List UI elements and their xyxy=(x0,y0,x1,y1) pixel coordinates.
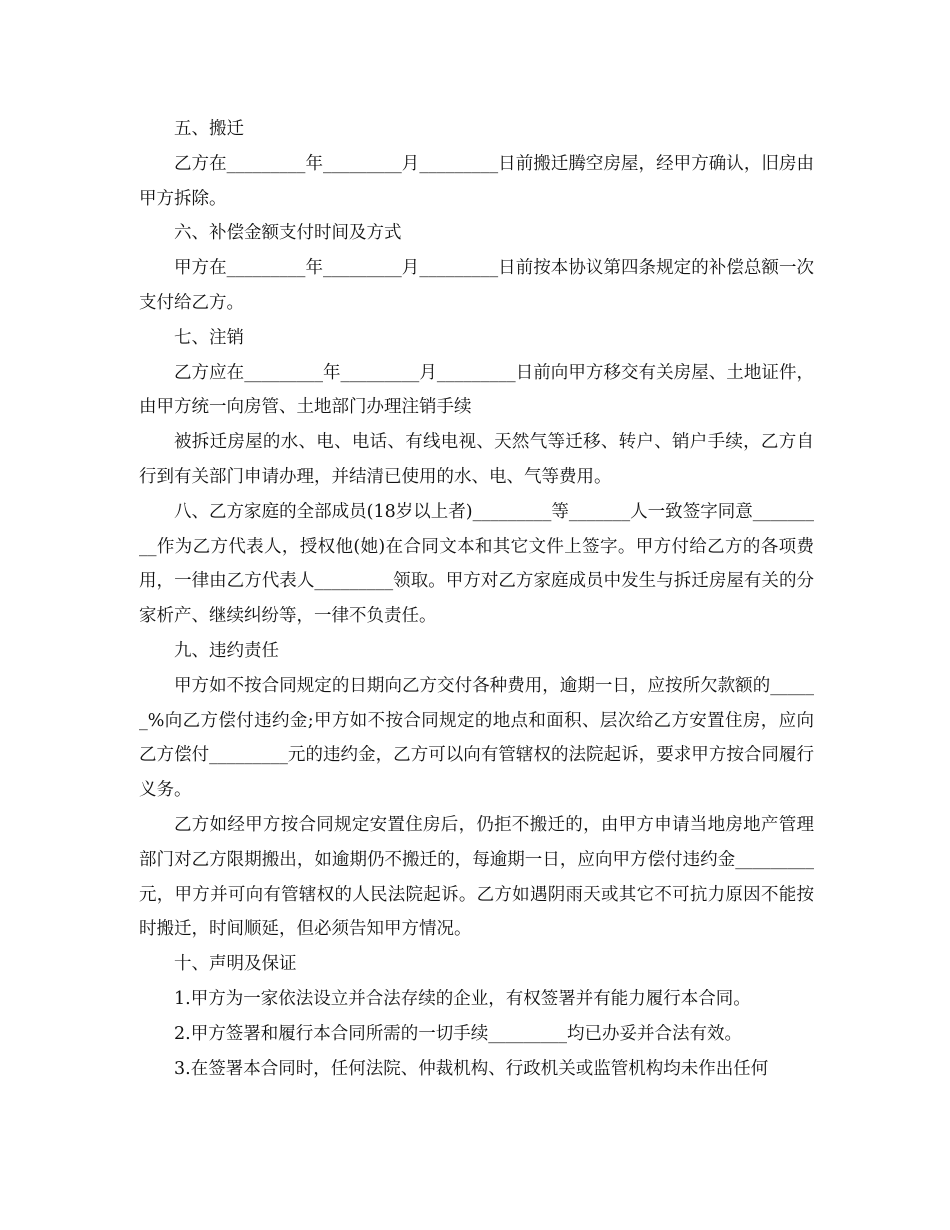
paragraph-declaration-3: 3.在签署本合同时，任何法院、仲裁机构、行政机关或监管机构均未作出任何 xyxy=(174,1058,769,1079)
paragraph-family-representative: 八、乙方家庭的全部成员(18岁以上者)_________等_______人一致签字同意_________作为乙方代表人，授权他(她)在合同文本和其它文件上签字。甲方付给乙方的各项费用，一律由乙方代表人_________领取。甲方对乙方家庭成员中发生与拆迁房屋有关的分家析产、继续纠纷等，一律不负责任。 xyxy=(139,501,814,627)
paragraph-declaration-2: 2.甲方签署和履行本合同所需的一切手续_________均已办妥并合法有效。 xyxy=(174,1023,742,1044)
section-heading-payment: 六、补偿金额支付时间及方式 xyxy=(174,223,402,244)
paragraph-payment-deadline: 甲方在_________年_________月_________日前按本协议第四条规定的补偿总额一次支付给乙方。 xyxy=(139,258,814,313)
section-heading-cancellation: 七、注销 xyxy=(174,327,244,348)
section-heading-breach: 九、违约责任 xyxy=(174,640,279,661)
paragraph-party-b-breach: 乙方如经甲方按合同规定安置住房后，仍拒不搬迁的，由甲方申请当地房地产管理部门对乙方限期搬出，如逾期仍不搬迁的，每逾期一日，应向甲方偿付违约金_________元，甲方并可向有管辖权的人民法院起诉。乙方如遇阴雨天或其它不可抗力原因不能按时搬迁，时间顺延，但必须告知甲方情况。 xyxy=(139,814,814,940)
paragraph-certificate-handover: 乙方应在_________年_________月_________日前向甲方移交有关房屋、土地证件，由甲方统一向房管、土地部门办理注销手续 xyxy=(139,362,814,418)
paragraph-relocation-deadline: 乙方在_________年_________月_________日前搬迁腾空房屋，经甲方确认，旧房由甲方拆除。 xyxy=(139,153,814,209)
section-heading-declarations: 十、声明及保证 xyxy=(174,954,297,975)
document-body xyxy=(139,112,814,1086)
section-heading-relocation: 五、搬迁 xyxy=(174,119,244,139)
paragraph-party-a-breach: 甲方如不按合同规定的日期向乙方交付各种费用，逾期一日，应按所欠款额的______%向乙方偿付违约金;甲方如不按合同规定的地点和面积、层次给乙方安置住房，应向乙方偿付_________元的违约金，乙方可以向有管辖权的法院起诉，要求甲方按合同履行义务。 xyxy=(139,675,814,801)
paragraph-utility-transfer: 被拆迁房屋的水、电、电话、有线电视、天然气等迁移、转户、销户手续，乙方自行到有关部门申请办理，并结清已使用的水、电、气等费用。 xyxy=(139,432,814,487)
paragraph-declaration-1: 1.甲方为一家依法设立并合法存续的企业，有权签署并有能力履行本合同。 xyxy=(174,988,751,1009)
